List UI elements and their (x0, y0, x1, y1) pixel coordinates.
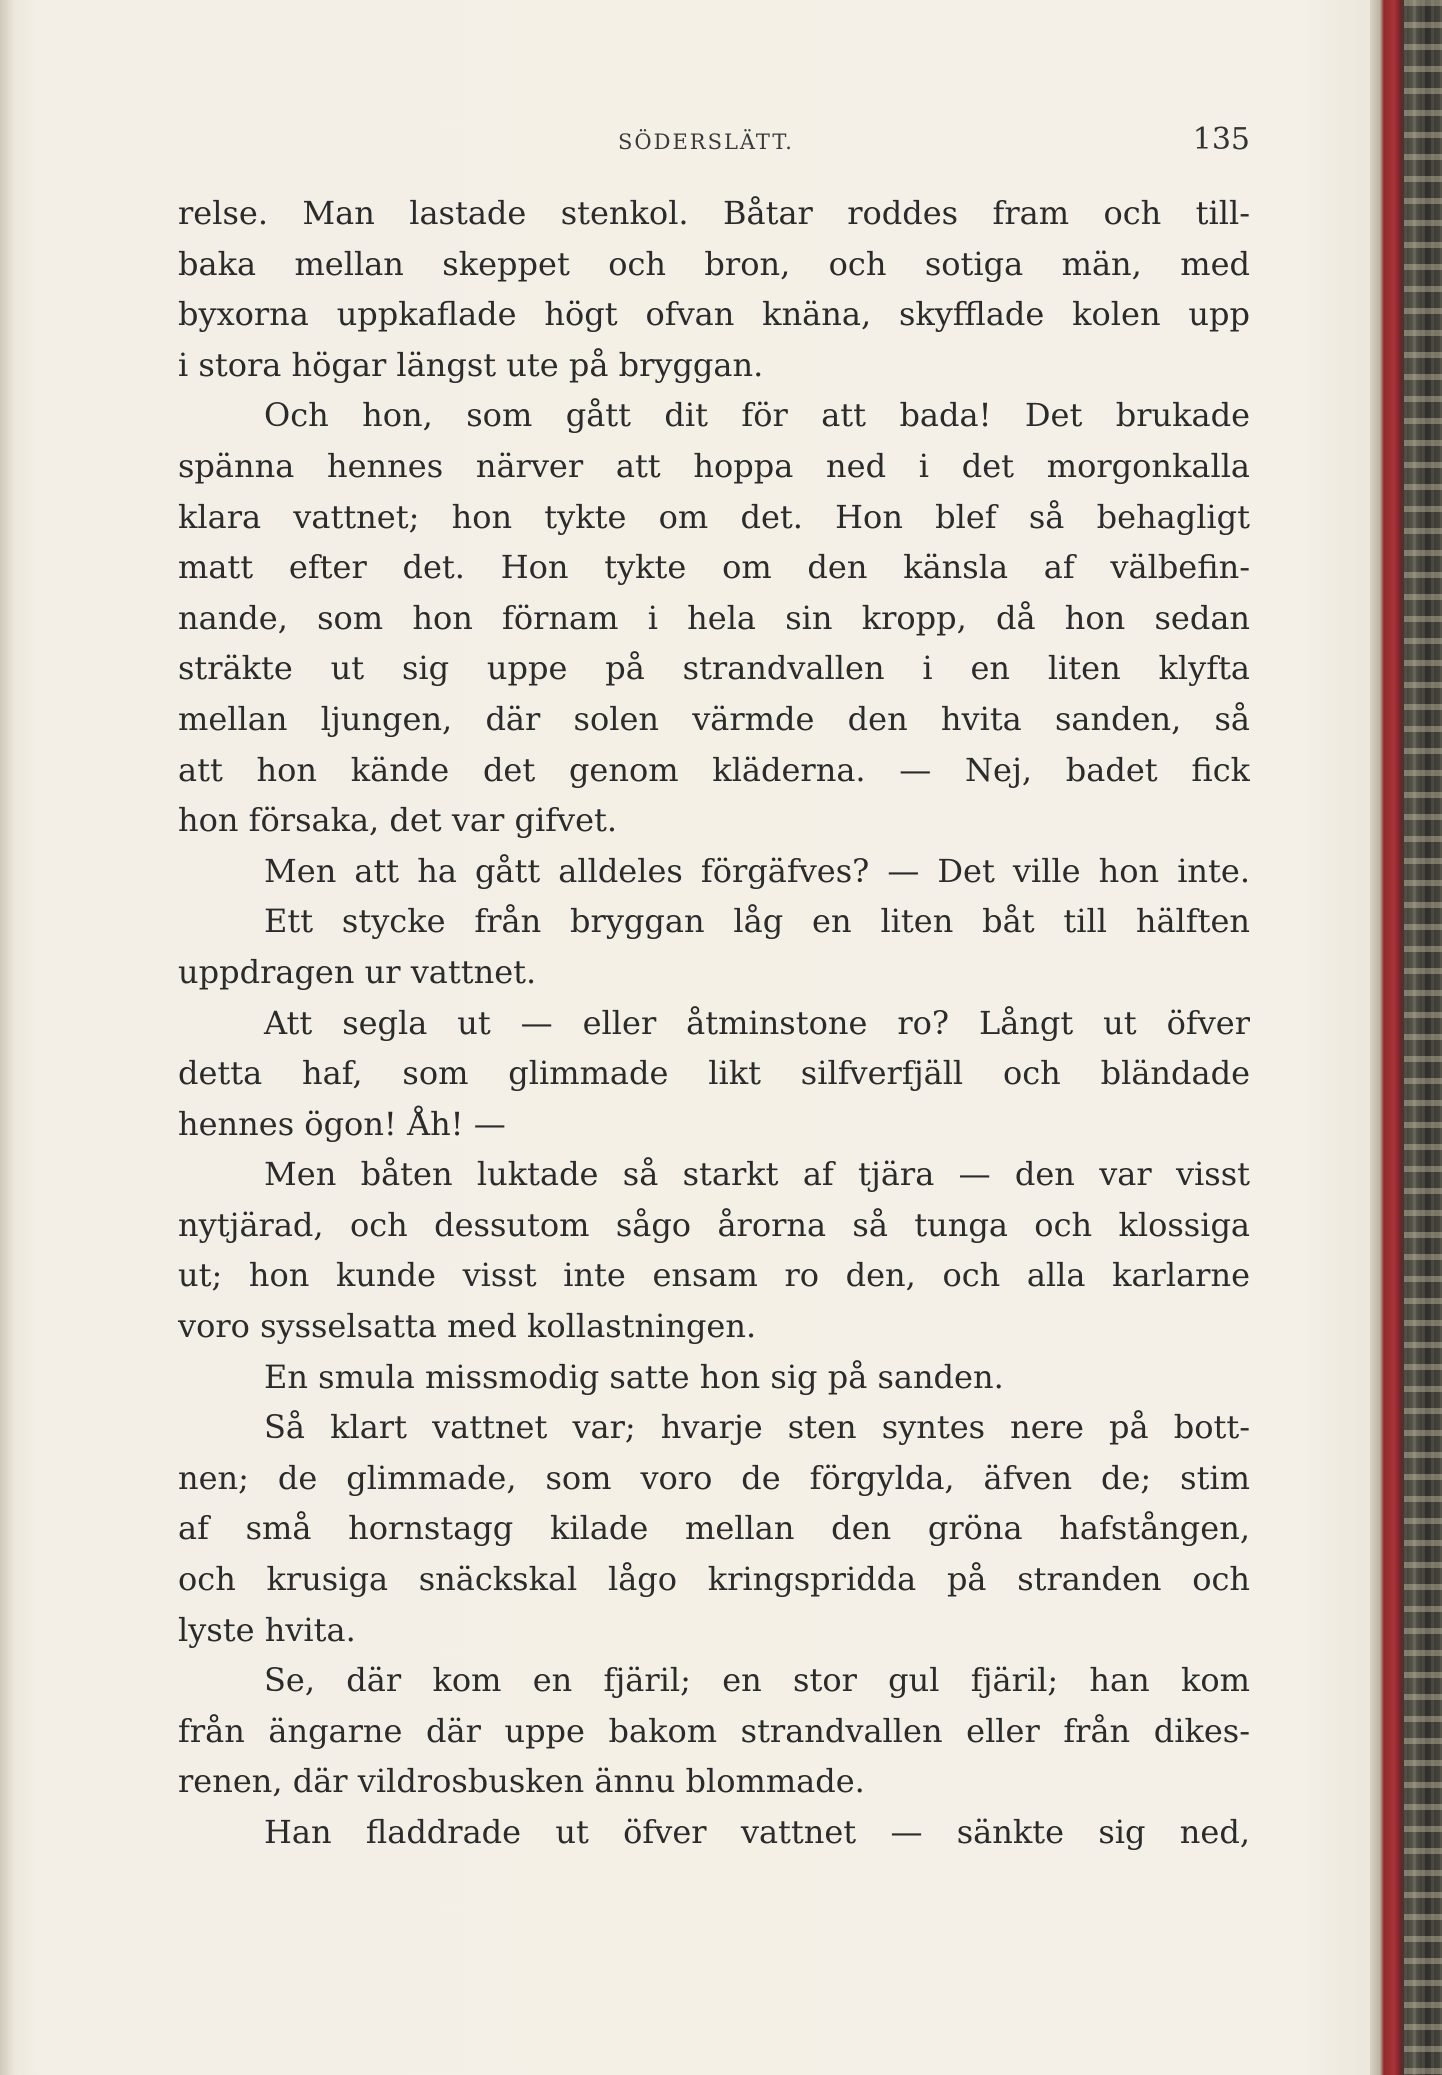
text-line: Att segla ut — eller åtminstone ro? Långt ut öfver (264, 1003, 1250, 1042)
text-line: detta haf, som glimmade likt silfverfjäll och bländade (178, 1054, 1250, 1093)
text-line: relse. Man lastade stenkol. Båtar roddes fram och till- (178, 194, 1250, 232)
text-line: Men båten luktade så starkt af tjära — den var visst (264, 1155, 1250, 1194)
text-line: att hon kände det genom kläderna. — Nej, badet fick (178, 750, 1250, 789)
page-edge (0, 0, 14, 2075)
page-number: 135 (1192, 122, 1250, 157)
running-head: SÖDERSLÄTT. (618, 130, 794, 154)
text-line: mellan ljungen, där solen värmde den hvita sanden, så (178, 699, 1250, 738)
text-line: spänna hennes närver att hoppa ned i det morgonkalla (178, 446, 1250, 485)
text-line: hon försaka, det var gifvet. (178, 801, 618, 840)
text-line: hennes ögon! Åh! — (178, 1104, 506, 1143)
text-line: i stora högar längst ute på bryggan. (178, 345, 764, 384)
text-line: från ängarne där uppe bakom strandvallen eller från dikes- (178, 1711, 1250, 1750)
text-line: Så klart vattnet var; hvarje sten syntes nere på bott- (264, 1408, 1250, 1447)
body-text (178, 188, 1250, 1858)
text-line: lyste hvita. (178, 1610, 356, 1649)
text-line: renen, där vildrosbusken ännu blommade. (178, 1762, 865, 1801)
text-line: En smula missmodig satte hon sig på sanden. (264, 1357, 1004, 1396)
text-line: nytjärad, och dessutom sågo årorna så tunga och klossiga (178, 1205, 1250, 1244)
text-line: baka mellan skeppet och bron, och sotiga män, med (178, 244, 1250, 283)
text-line: af små hornstagg kilade mellan den gröna hafstången, (178, 1509, 1250, 1548)
text-line: och krusiga snäckskal lågo kringspridda på stranden och (178, 1560, 1250, 1599)
text-line: ut; hon kunde visst inte ensam ro den, och alla karlarne (178, 1256, 1250, 1295)
text-line: nen; de glimmade, som voro de förgylda, äfven de; stim (178, 1458, 1250, 1497)
page-header (178, 122, 1250, 162)
text-line: Se, där kom en fjäril; en stor gul fjäril; han kom (264, 1661, 1250, 1700)
text-line: uppdragen ur vattnet. (178, 952, 537, 991)
text-line: Men att ha gått alldeles förgäfves? — Det ville hon inte. (264, 851, 1250, 890)
text-line: sträkte ut sig uppe på strandvallen i en liten klyfta (178, 649, 1250, 688)
text-line: matt efter det. Hon tykte om den känsla af välbefin- (178, 548, 1250, 587)
text-line: byxorna uppkaflade högt ofvan knäna, skyfflade kolen upp (178, 295, 1250, 334)
binding-pattern (1404, 0, 1442, 2075)
text-line: Han fladdrade ut öfver vattnet — sänkte sig ned, (264, 1813, 1250, 1851)
text-line: Och hon, som gått dit för att bada! Det brukade (264, 396, 1250, 435)
text-line: voro sysselsatta med kollastningen. (178, 1307, 757, 1346)
text-line: Ett stycke från bryggan låg en liten båt till hälften (264, 902, 1250, 941)
text-line: nande, som hon förnam i hela sin kropp, då hon sedan (178, 598, 1250, 637)
text-line: klara vattnet; hon tykte om det. Hon blef så behagligt (178, 497, 1250, 536)
